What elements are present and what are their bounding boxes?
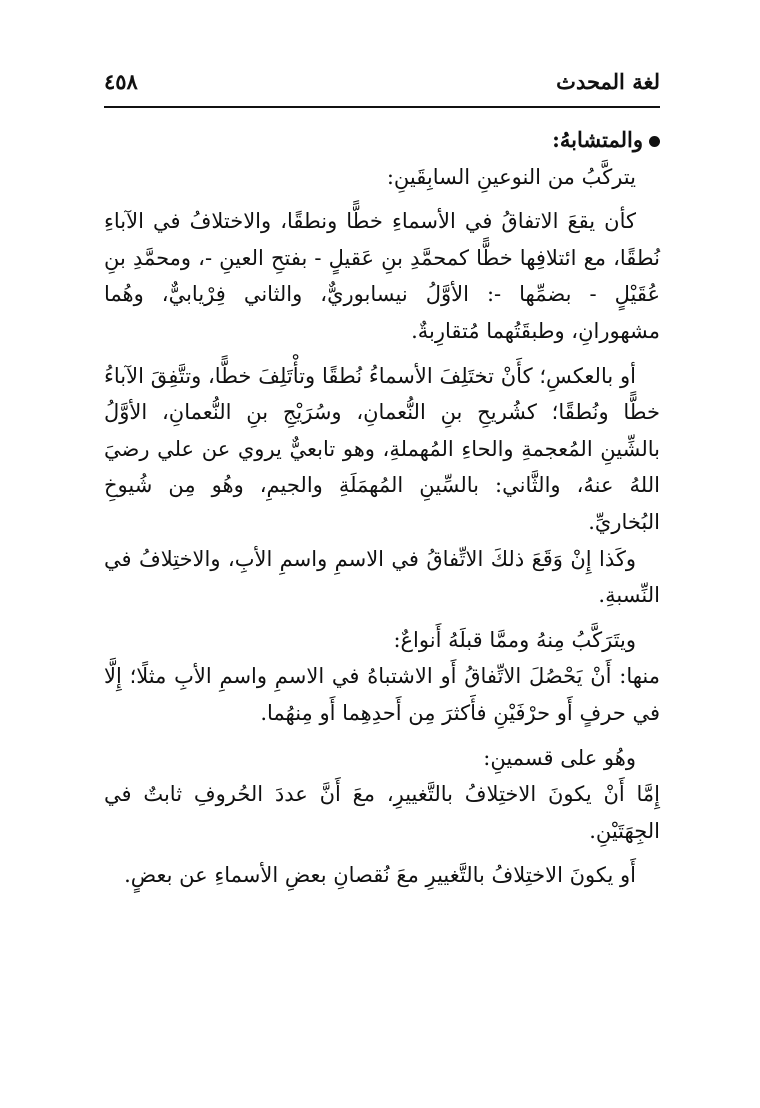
paragraph: كأن يقعَ الاتفاقُ في الأسماءِ خطًّا ونطقًا، والاختلافُ في الآباءِ نُطقًا، مع ائتلافِها خطًّا كمحمَّدِ بنِ عَقيلٍ - بفتحِ العينِ -، ومحمَّدِ بنِ عُقَيْلٍ - بضمِّها -: الأوَّلُ نيسابوريٌّ، والثاني فِرْيابيٌّ، وهُما مشهورانِ، وطبقَتُهما مُتقارِبةٌ. xyxy=(104,209,660,343)
section-heading xyxy=(104,122,660,159)
page-header xyxy=(104,64,660,98)
page-body xyxy=(104,118,660,894)
paragraph: وكَذا إِنْ وَقَعَ ذلكَ الاتِّفاقُ في الاسمِ واسمِ الأبِ، والاختِلافُ في النِّسبةِ. xyxy=(104,546,660,608)
paragraph: وهُو على قسمينِ: xyxy=(483,745,636,770)
paragraph: إِمَّا أَنْ يكونَ الاختِلافُ بالتَّغييرِ، معَ أَنَّ عددَ الحُروفِ ثابتٌ في الجِهَتَيْنِ. xyxy=(104,782,660,843)
bullet-icon xyxy=(649,136,660,147)
section-heading-text: والمتشابهُ: xyxy=(552,127,643,152)
paragraph: أَو يكونَ الاختِلافُ بالتَّغييرِ معَ نُقصانِ بعضِ الأسماءِ عن بعضٍ. xyxy=(124,863,636,888)
paragraph: منها: أَنْ يَحْصُلَ الاتِّفاقُ أَو الاشتباهُ في الاسمِ واسمِ الأبِ مثلًا؛ إِلَّا في حرفٍ أَو حرْفَيْنِ فأَكثرَ مِن أَحدِهِما أَو مِنهُما. xyxy=(104,664,660,725)
paragraph: ويتَرَكَّبُ مِنهُ وممَّا قبلَهُ أَنواعٌ: xyxy=(393,627,636,652)
running-title: لغة المحدث xyxy=(556,68,660,94)
paragraph: يتركَّبُ من النوعينِ السابِقَينِ: xyxy=(386,164,636,189)
page-number: ٤٥٨ xyxy=(104,68,138,94)
paragraph: أو بالعكسِ؛ كأَنْ تختَلِفَ الأسماءُ نُطقًا وتأْتَلِفَ خطًّا، وتتَّفِقَ الآباءُ خطًّا ونُطقًا؛ كشُريحِ بنِ النُّعمانِ، وسُرَيْجِ بنِ النُّعمانِ، الأوَّلُ بالشِّينِ المُعجمةِ والحاءِ المُهملةِ، وهو تابعيٌّ يروي عن علي رضيَ اللهُ عنهُ، والثَّاني: بالسِّينِ المُهمَلَةِ والجيمِ، وهُو مِن شُيوخِ البُخاريِّ. xyxy=(104,363,660,534)
header-rule xyxy=(104,106,660,108)
